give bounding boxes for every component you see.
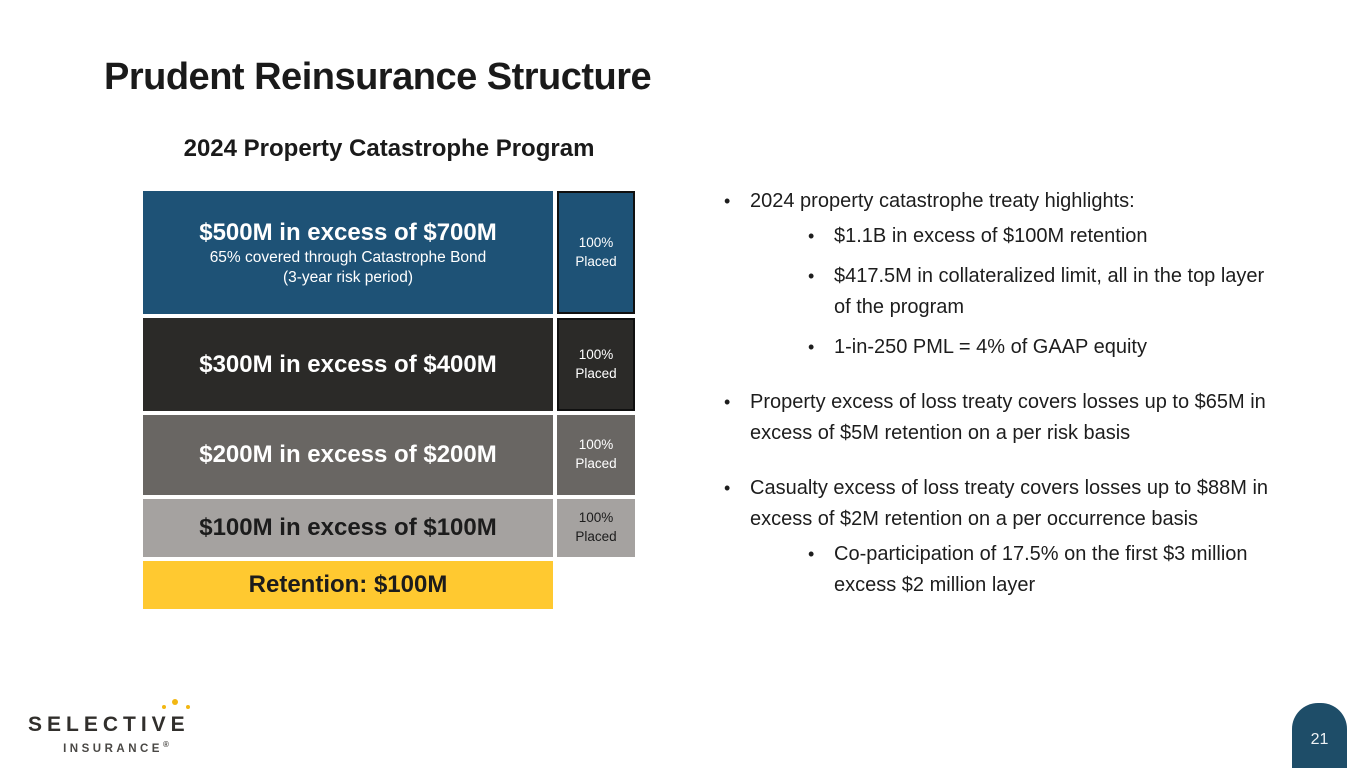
- layer-row-500m: [143, 191, 635, 314]
- selective-insurance-logo: [28, 713, 204, 755]
- placed-percent: 100%: [578, 234, 614, 250]
- logo-dot-icon: [186, 705, 190, 709]
- retention-block: [143, 561, 553, 609]
- bullet-text: Co-participation of 17.5% on the first $3 million excess $2 million layer: [834, 543, 1248, 596]
- bullet-text: $417.5M in collateralized limit, all in the top layer of the program: [834, 265, 1265, 318]
- layer-label: $300M in excess of $400M: [199, 350, 497, 378]
- placed-word: Placed: [575, 365, 617, 381]
- placed-percent: 100%: [578, 437, 614, 453]
- placed-percent: 100%: [578, 510, 614, 526]
- placed-percent: 100%: [578, 346, 614, 362]
- sub-bullet: [806, 221, 1270, 252]
- retention-label: Retention: $100M: [248, 571, 448, 598]
- logo-dot-icon: [162, 705, 166, 709]
- layer-300m-placed-box: [557, 318, 635, 411]
- placed-word: Placed: [575, 456, 617, 471]
- sub-bullet: [806, 539, 1270, 601]
- layer-500m-block: [143, 191, 553, 314]
- retention-row: [143, 561, 635, 609]
- layer-100m-block: [143, 499, 553, 557]
- bullet-text: Casualty excess of loss treaty covers losses up to $88M in excess of $2M retention on a per occurrence basis: [750, 477, 1269, 530]
- layer-row-100m: [143, 499, 635, 557]
- bullet-treaty-highlights: [722, 186, 1270, 363]
- bullet-casualty-treaty: [722, 473, 1270, 601]
- sub-bullet-list: [806, 539, 1270, 601]
- bullet-text: 2024 property catastrophe treaty highlights:: [750, 190, 1135, 212]
- bullet-text: Property excess of loss treaty covers losses up to $65M in excess of $5M retention on a per risk basis: [750, 391, 1266, 444]
- layer-row-300m: [143, 318, 635, 411]
- catastrophe-program-chart: [143, 191, 635, 613]
- layer-subnote: (3-year risk period): [282, 268, 414, 286]
- layer-300m-block: [143, 318, 553, 411]
- highlights-bullet-list: [722, 186, 1270, 601]
- bullet-text: 1-in-250 PML = 4% of GAAP equity: [834, 336, 1147, 358]
- sub-bullet: [806, 261, 1270, 323]
- layer-row-200m: [143, 415, 635, 495]
- logo-dot-icon: [172, 699, 178, 705]
- logo-wordmark: SELECTIVE: [28, 713, 190, 736]
- layer-200m-placed-box: [557, 415, 635, 495]
- bullet-text: $1.1B in excess of $100M retention: [834, 225, 1148, 247]
- chart-title: 2024 Property Catastrophe Program: [183, 135, 595, 162]
- placed-word: Placed: [575, 253, 617, 269]
- layer-500m-placed-box: [557, 191, 635, 314]
- layer-200m-block: [143, 415, 553, 495]
- layer-100m-placed-box: [557, 499, 635, 557]
- layer-label: $200M in excess of $200M: [199, 441, 497, 468]
- logo-subtext-word: INSURANCE: [63, 742, 163, 755]
- page-number-badge: [1292, 703, 1347, 768]
- sub-bullet-list: [806, 221, 1270, 363]
- page-number: 21: [1310, 730, 1329, 748]
- registered-trademark-icon: ®: [162, 740, 169, 749]
- placed-word: Placed: [575, 529, 617, 544]
- slide-title: Prudent Reinsurance Structure: [104, 56, 652, 98]
- layer-subnote: 65% covered through Catastrophe Bond: [209, 248, 487, 266]
- bullet-property-treaty: [722, 387, 1270, 449]
- logo-subtext: [28, 740, 204, 755]
- layer-label: $500M in excess of $700M: [199, 218, 497, 246]
- layer-label: $100M in excess of $100M: [199, 514, 497, 541]
- sub-bullet: [806, 332, 1270, 363]
